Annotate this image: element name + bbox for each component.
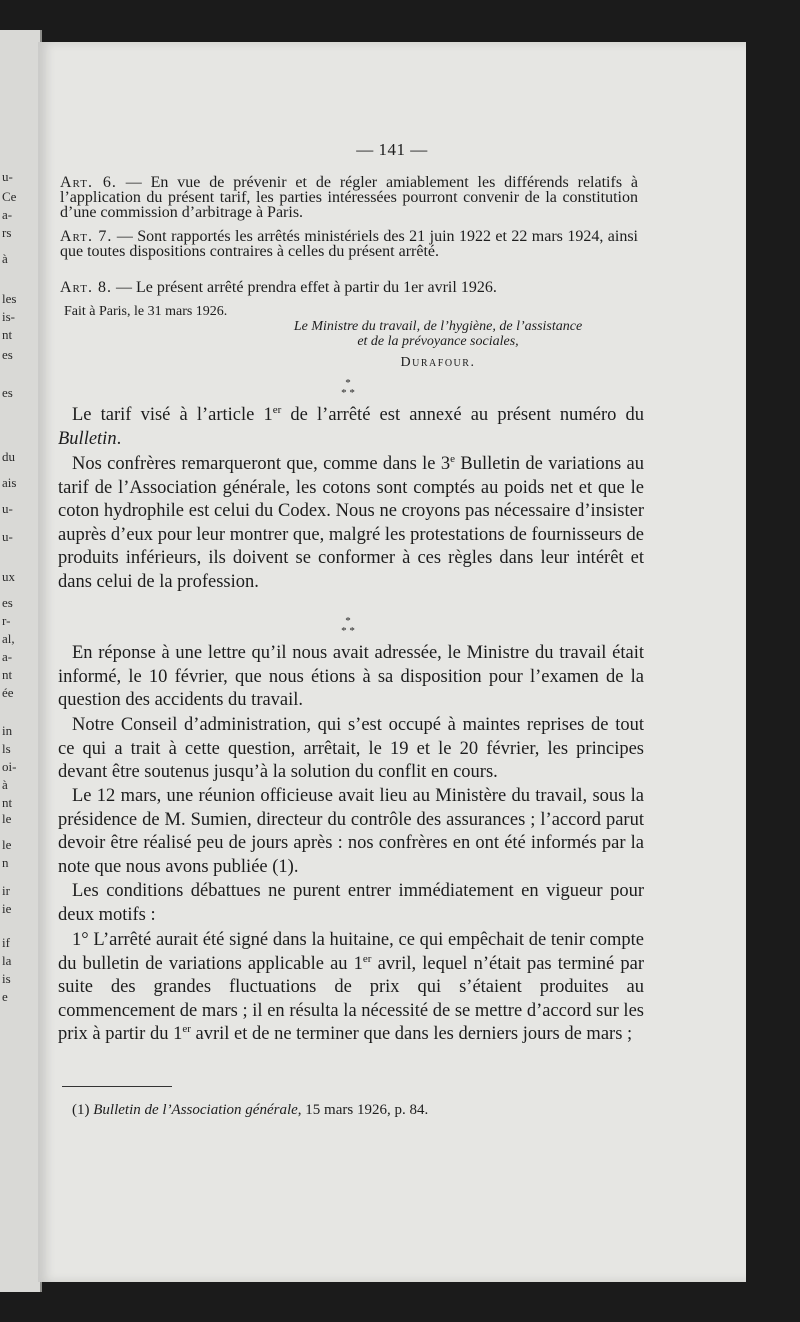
left-page-text-fragment: a- bbox=[2, 649, 13, 664]
p1-text-b: de l’arrêté est annexé au présent numéro du bbox=[281, 405, 645, 425]
left-page-text-fragment: ir bbox=[2, 883, 10, 898]
asterism-1-top: * bbox=[345, 377, 351, 389]
left-page-text-fragment: es bbox=[2, 595, 13, 610]
left-page-text-fragment: ls bbox=[2, 741, 11, 756]
left-page-text-fragment: if bbox=[2, 935, 10, 950]
left-page-text-fragment: à bbox=[2, 251, 8, 266]
asterism-1 bbox=[38, 378, 658, 398]
p7-text-a: 1° L’arrêté aurait été signé dans la huitaine, ce qui empêchait de tenir compte du bulletin de variations applicable au 1 bbox=[58, 930, 644, 974]
left-page-text-fragment: al, bbox=[2, 631, 15, 646]
minister-title bbox=[238, 319, 638, 349]
p1-text-c: . bbox=[116, 428, 122, 449]
footnote-number: (1) bbox=[72, 1102, 90, 1118]
left-page-text-fragment: a- bbox=[2, 207, 13, 222]
p7-sup-1: er bbox=[362, 952, 372, 965]
left-page-text-fragment: e bbox=[2, 989, 8, 1004]
asterism-2-top: * bbox=[345, 615, 351, 627]
p2-text-a: Nos confrères remarqueront que, comme dans le 3 bbox=[72, 454, 451, 474]
left-page-text-fragment: ie bbox=[2, 901, 12, 916]
document-page bbox=[38, 42, 746, 1282]
left-page-text-fragment: ux bbox=[2, 569, 15, 584]
footnote-rest: , 15 mars 1926, p. 84. bbox=[297, 1102, 429, 1118]
left-page-text-fragment: le bbox=[2, 837, 12, 852]
left-page-text-fragment: u- bbox=[2, 169, 13, 184]
paragraph-conseil: Notre Conseil d’administration, qui s’est occupé à maintes reprises de tout ce qui a trait à cette question, arrêtait, le 19 et le 20 février, les principes devant être soutenus jusqu’à la solution du conflit en cours. bbox=[58, 715, 644, 782]
left-page-text-fragment: u- bbox=[2, 529, 13, 544]
left-page-text-fragment: n bbox=[2, 855, 9, 870]
article-6-text: — En vue de prévenir et de régler amiablement les différends relatifs à l’application du présent tarif, les parties intéressées pourront convenir de la constitution d’une commission d’arbitrage à Paris. bbox=[60, 174, 639, 221]
article-6-label: Art. 6. bbox=[60, 174, 117, 191]
article-8-text: — Le présent arrêté prendra effet à partir du 1er avril 1926. bbox=[115, 279, 497, 296]
p1-sup: er bbox=[272, 403, 282, 416]
paragraph-tarif bbox=[58, 404, 644, 451]
paragraph-reunion: Le 12 mars, une réunion officieuse avait lieu au Ministère du travail, sous la présidence de M. Sumien, directeur du contrôle des assurances ; l’accord parut devoir être réalisé peu de jours après : nos confrères en ont été informés par la note que nous avons publiée (1). bbox=[58, 786, 644, 877]
left-page-text-fragment: ais bbox=[2, 475, 17, 490]
paragraph-conditions: Les conditions débattues ne purent entrer immédiatement en vigueur pour deux motifs : bbox=[58, 881, 644, 925]
asterism-2-bottom: * * bbox=[341, 625, 355, 637]
article-6 bbox=[60, 175, 638, 220]
article-8 bbox=[60, 280, 638, 295]
footnote-title: Bulletin de l’Association générale bbox=[93, 1102, 298, 1118]
left-page-text-fragment: Ce bbox=[2, 189, 17, 204]
paragraph-confreres bbox=[58, 453, 644, 594]
p7-text-b: avril, lequel n’était pas terminé par suite des grandes fluctuations de prix qui s’étaient produites au commencement de mars ; il en résulta la nécessité de se mettre d’accord sur les prix à partir du 1 bbox=[58, 953, 644, 1044]
left-page-text-fragment: es bbox=[2, 385, 13, 400]
minister-name: Durafour. bbox=[400, 355, 476, 370]
paragraph-reponse: En réponse à une lettre qu’il nous avait adressée, le Ministre du travail était informé, le 10 février, que nous étions à sa disposition pour l’examen de la question des accidents du travail. bbox=[58, 643, 644, 710]
minister-line-1: Le Ministre du travail, de l’hygiène, de l’assistance bbox=[293, 319, 583, 334]
footnote-rule bbox=[62, 1086, 172, 1087]
left-page-text-fragment: oi- bbox=[2, 759, 17, 774]
left-page-text-fragment: nt bbox=[2, 667, 13, 682]
left-page-text-fragment: à bbox=[2, 777, 8, 792]
asterism-1-bottom: * * bbox=[341, 387, 355, 399]
left-page-text-fragment: les bbox=[2, 291, 17, 306]
left-page-text-fragment: ée bbox=[2, 685, 14, 700]
p1-bulletin-italic: Bulletin bbox=[58, 428, 117, 449]
adjacent-page-edge bbox=[0, 30, 42, 1292]
left-page-text-fragment: r- bbox=[2, 613, 11, 628]
page-number: — 141 — bbox=[356, 140, 428, 159]
minister-line-2: et de la prévoyance sociales, bbox=[357, 334, 519, 349]
left-page-text-fragment: is- bbox=[2, 309, 15, 324]
footnote bbox=[72, 1102, 632, 1119]
article-7-text: — Sont rapportés les arrêtés ministériels des 21 juin 1922 et 22 mars 1924, ainsi que toutes dispositions contraires à celles du présent arrêté. bbox=[60, 228, 639, 260]
left-page-text-fragment: is bbox=[2, 971, 11, 986]
article-7-label: Art. 7. bbox=[60, 228, 113, 245]
p2-sup: e bbox=[450, 452, 456, 465]
left-page-text-fragment: in bbox=[2, 723, 13, 738]
left-page-text-fragment: la bbox=[2, 953, 12, 968]
p2-text-b: Bulletin de variations au tarif de l’Association générale, les cotons sont comptés au poids net et que le coton hydrophile est celui du Codex. Nous ne croyons pas nécessaire d’insister auprès d’eux pour leur montrer que, malgré les protestations de fournisseurs de produits inférieurs, ils doivent se conformer à ces règles dans leur intérêt et dans celui de la profession. bbox=[58, 454, 644, 592]
left-page-text-fragment: du bbox=[2, 449, 15, 464]
left-page-text-fragment: u- bbox=[2, 501, 13, 516]
left-page-text-fragment: nt bbox=[2, 327, 13, 342]
article-8-label: Art. 8. bbox=[60, 279, 112, 296]
left-page-text-fragment: rs bbox=[2, 225, 12, 240]
p7-text-c: avril et de ne terminer que dans les derniers jours de mars ; bbox=[190, 1024, 633, 1044]
signed-date: Fait à Paris, le 31 mars 1926. bbox=[64, 304, 228, 319]
left-page-text-fragment: nt bbox=[2, 795, 13, 810]
left-page-text-fragment: es bbox=[2, 347, 13, 362]
left-page-text-fragment: le bbox=[2, 811, 12, 826]
p7-sup-2: er bbox=[182, 1022, 191, 1035]
p1-text-a: Le tarif visé à l’article 1 bbox=[72, 405, 273, 425]
paragraph-motif-1 bbox=[58, 929, 644, 1047]
asterism-2 bbox=[38, 616, 658, 636]
article-7 bbox=[60, 229, 638, 259]
